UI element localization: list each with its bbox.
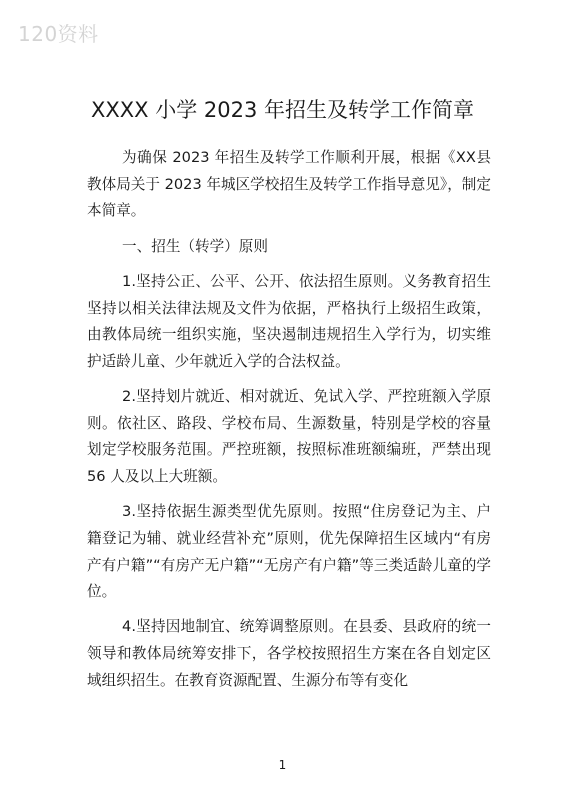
principle-paragraph-4: 4.坚持因地制宜、统筹调整原则。在县委、县政府的统一领导和教体局统筹安排下，各学校按照招生方案在各自划定区域组织招生。在教育资源配置、生源分布等有变化 bbox=[87, 618, 491, 689]
intro-paragraph: 为确保 2023 年招生及转学工作顺利开展，根据《XX县教体局关于 2023 年城区学校招生及转学工作指导意见》，制定本简章。 bbox=[87, 149, 491, 220]
principle-paragraph-1: 1.坚持公正、公平、公开、依法招生原则。义务教育招生坚持以相关法律法规及文件为依据，严格执行上级招生政策，由教体局统一组织实施，坚决遏制违规招生入学行为，切实维护适龄儿童、少年就近入学的合法权益。 bbox=[87, 272, 491, 370]
principle-paragraph-2: 2.坚持划片就近、相对就近、免试入学、严控班额入学原则。依社区、路段、学校布局、生源数量，特别是学校的容量划定学校服务范围。严控班额，按照标准班额编班，严禁出现 56 人及以上大班额。 bbox=[87, 388, 491, 485]
watermark: 120资料 bbox=[18, 22, 99, 46]
document-body bbox=[87, 145, 491, 703]
page-number: 1 bbox=[278, 758, 287, 772]
principle-paragraph-3: 3.坚持依据生源类型优先原则。按照“住房登记为主、户籍登记为辅、就业经营补充”原则，优先保障招生区域内“有房产有户籍”“有房产无户籍”“无房产有户籍”等三类适龄儿童的学位。 bbox=[87, 503, 491, 601]
document-title: XXXX 小学 2023 年招生及转学工作简章 bbox=[90, 98, 474, 122]
section-heading: 一、招生（转学）原则 bbox=[122, 237, 268, 255]
